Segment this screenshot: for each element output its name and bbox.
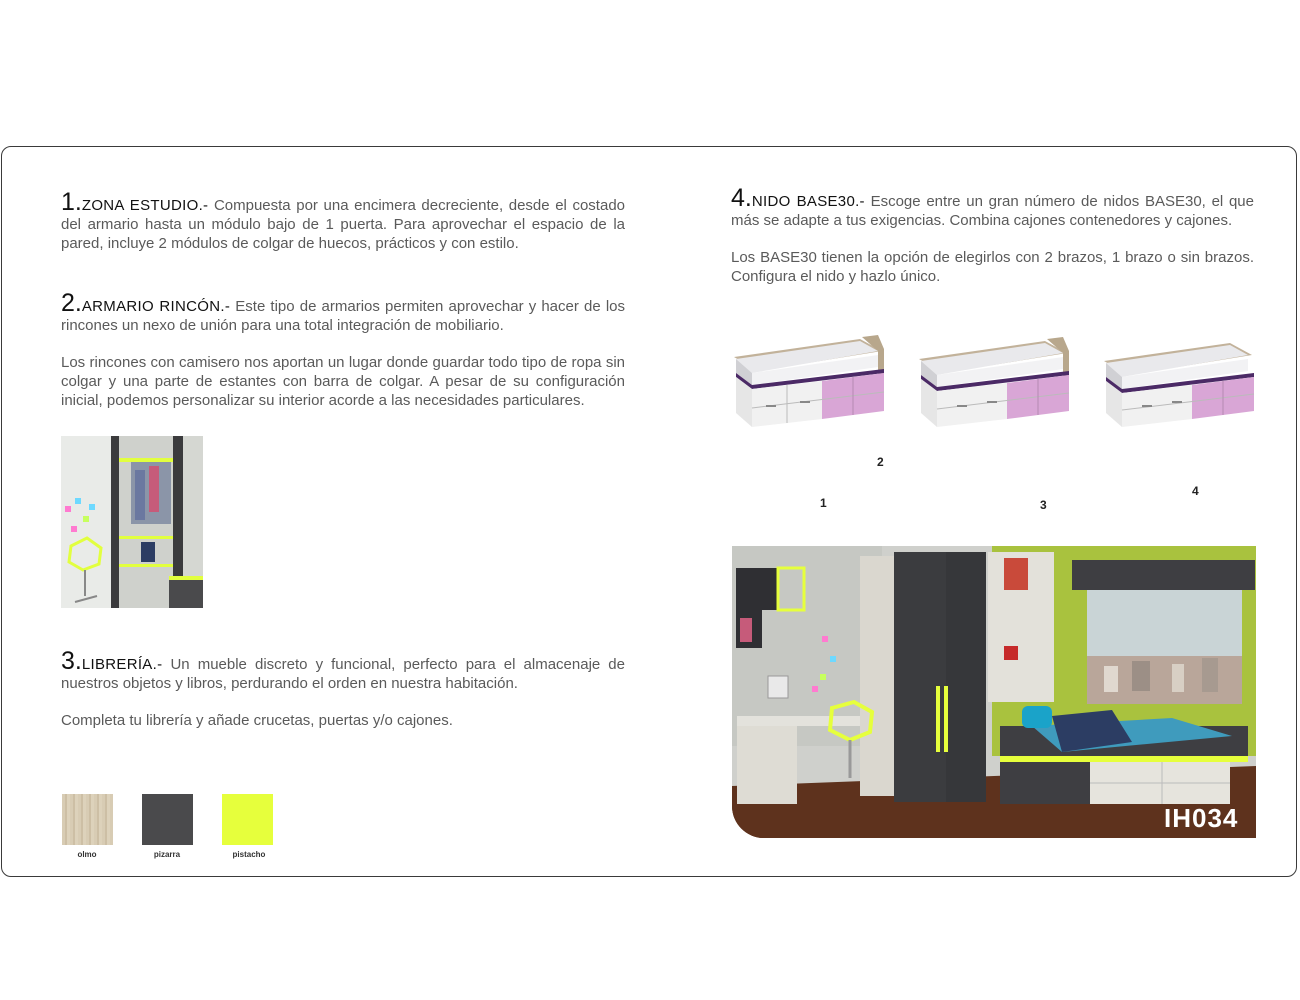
section-paragraph: Los rincones con camisero nos aportan un lugar donde guardar todo tipo de ropa sin colgar y una parte de estantes con barra de colgar. A pesar de su configuración inicial, podemos personalizar su interior acorde a las necesidades particulares. [61,354,625,409]
swatch-pistacho [222,794,273,845]
bedroom-photo [732,546,1256,838]
section-nido-base30 [731,184,1254,304]
section-armario-rincon [61,289,625,428]
bed-variant-no-arms [1102,337,1258,433]
section-libreria [61,647,625,748]
wardrobe-photo [61,436,203,608]
section-title: ZONA ESTUDIO.- [81,197,209,214]
swatch-label: pizarra [153,850,181,859]
section-number: 4. [731,184,752,212]
swatch-pizarra [142,794,193,845]
callout-number: 4 [1192,484,1199,498]
swatch-olmo [62,794,113,845]
bed-variant-one-arm [917,335,1073,433]
swatch-label: olmo [77,850,97,859]
section-text: Un mueble discreto y funcional, perfecto para el almacenaje de nuestros objetos y libros, perdurando el orden en nuestra habitación. [61,656,625,692]
swatch-label: pistacho [232,850,266,859]
section-title: NIDO BASE30.- [751,193,865,210]
callout-number: 1 [820,496,827,510]
catalog-code-badge: IH034 [1164,803,1239,833]
section-zona-estudio [61,188,626,271]
section-paragraph: Completa tu librería y añade crucetas, puertas y/o cajones. [61,712,453,729]
section-title: ARMARIO RINCÓN.- [81,298,231,315]
section-text: Compuesta por una encimera decreciente, desde el costado del armario hasta un módulo bajo de 1 puerta. Para aprovechar el espacio de la pared, incluye 2 módulos de colgar de huecos, prácticos y con estilo. [61,197,626,252]
section-number: 3. [61,647,82,675]
section-paragraph: Los BASE30 tienen la opción de elegirlos con 2 brazos, 1 brazo o sin brazos. Configura el nido y hazlo único. [731,249,1254,285]
callout-number: 3 [1040,498,1047,512]
section-text: Escoge entre un gran número de nidos BASE30, el que más se adapte a tus exigencias. Combina cajones contenedores y cajones. [731,193,1254,229]
section-number: 2. [61,289,82,317]
bed-variant-two-arms [732,333,888,433]
callout-number: 2 [877,455,884,469]
section-text: Este tipo de armarios permiten aprovechar y hacer de los rincones un nexo de unión para una total integración de mobiliario. [61,298,625,334]
section-title: LIBRERÍA.- [81,656,163,673]
section-number: 1. [61,188,82,216]
